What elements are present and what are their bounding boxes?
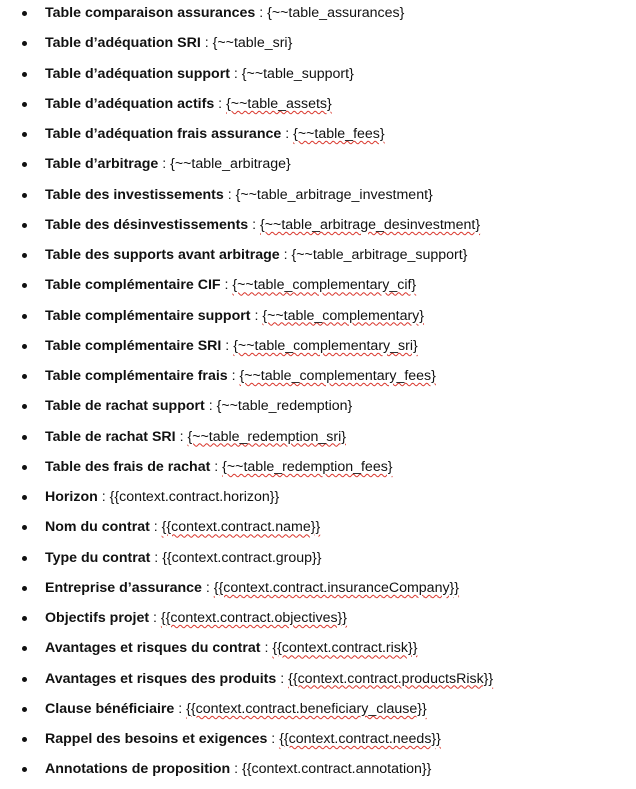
item-separator: : (248, 216, 261, 233)
item-placeholder-value[interactable]: {~~table_arbitrage_desinvestment} (260, 216, 481, 233)
item-label: Table de rachat SRI (45, 428, 176, 445)
bullet-icon (22, 193, 27, 198)
item-placeholder-value[interactable]: {{context.contract.group}} (162, 549, 322, 566)
list-item (0, 305, 636, 335)
item-label: Horizon (45, 489, 98, 505)
bullet-icon (22, 767, 27, 772)
item-placeholder-value[interactable]: {{context.contract.beneficiary_clause}} (186, 700, 427, 717)
item-label: Table d’adéquation support (45, 65, 230, 82)
item-label: Objectifs projet (45, 610, 150, 626)
item-placeholder-value[interactable]: {~~table_complementary_cif} (232, 277, 417, 294)
list-item (0, 32, 636, 62)
list-item (0, 577, 636, 607)
list-item (0, 93, 636, 123)
bullet-icon (22, 253, 27, 258)
item-placeholder-value[interactable]: {~~table_complementary_sri} (233, 337, 418, 354)
item-placeholder-value[interactable]: {{context.contract.risk}} (272, 640, 418, 657)
item-placeholder-value[interactable]: {{context.contract.productsRisk}} (288, 670, 494, 687)
item-separator: : (201, 579, 214, 596)
item-separator: : (149, 610, 161, 626)
item-separator: : (220, 277, 233, 294)
bullet-icon (22, 11, 27, 16)
list-item (0, 63, 636, 93)
item-separator: : (260, 640, 273, 657)
bullet-icon (22, 586, 27, 591)
item-placeholder-value[interactable]: {~~table_sri} (212, 35, 293, 52)
item-separator: : (230, 761, 243, 778)
list-item (0, 123, 636, 153)
bullet-icon (22, 314, 27, 319)
list-item (0, 668, 636, 698)
bullet-icon (22, 72, 27, 77)
item-label: Clause bénéficiaire (45, 700, 175, 717)
list-item (0, 698, 636, 728)
bullet-icon (22, 162, 27, 167)
bullet-icon (22, 132, 27, 137)
item-label: Entreprise d’assurance (45, 579, 202, 596)
item-separator: : (210, 458, 223, 475)
item-separator: : (174, 700, 187, 717)
item-separator: : (255, 5, 268, 21)
item-separator: : (250, 307, 263, 324)
item-separator: : (221, 337, 234, 354)
item-placeholder-value[interactable]: {~~table_arbitrage_investment} (235, 186, 433, 203)
item-placeholder-value[interactable]: {~~table_support} (241, 65, 354, 82)
bullet-icon (22, 677, 27, 682)
list-item (0, 365, 636, 395)
item-placeholder-value[interactable]: {~~table_complementary_fees} (239, 368, 436, 384)
item-separator: : (150, 549, 163, 566)
item-label: Type du contrat (45, 549, 151, 566)
item-label: Annotations de proposition (45, 761, 231, 778)
item-separator: : (200, 35, 213, 52)
list-item (0, 335, 636, 365)
item-label: Avantages et risques du contrat (45, 640, 261, 657)
item-placeholder-value[interactable]: {~~table_assets} (226, 95, 332, 112)
item-separator: : (204, 398, 217, 415)
bullet-icon (22, 556, 27, 561)
item-separator: : (276, 670, 289, 687)
bullet-icon (22, 41, 27, 46)
item-placeholder-value[interactable]: {{context.contract.name}} (161, 519, 321, 536)
item-label: Table d’adéquation SRI (45, 35, 201, 52)
item-placeholder-value[interactable]: {~~table_redemption} (216, 398, 353, 415)
item-separator: : (267, 731, 280, 747)
item-label: Table d’arbitrage (45, 156, 159, 173)
list-item (0, 516, 636, 546)
item-separator: : (279, 247, 292, 263)
item-placeholder-value[interactable]: {{context.contract.horizon}} (109, 489, 280, 505)
bullet-list (0, 2, 636, 789)
list-item (0, 244, 636, 274)
item-label: Avantages et risques des produits (45, 670, 277, 687)
bullet-icon (22, 646, 27, 651)
item-placeholder-value[interactable]: {~~table_redemption_sri} (187, 428, 346, 445)
list-item (0, 153, 636, 183)
item-label: Table complémentaire support (45, 307, 251, 324)
item-separator: : (227, 368, 240, 384)
bullet-icon (22, 283, 27, 288)
item-label: Table complémentaire SRI (45, 337, 222, 354)
bullet-icon (22, 495, 27, 500)
item-separator: : (175, 428, 188, 445)
item-label: Table de rachat support (45, 398, 205, 415)
bullet-icon (22, 404, 27, 409)
list-item (0, 426, 636, 456)
item-label: Nom du contrat (45, 519, 150, 536)
item-placeholder-value[interactable]: {~~table_redemption_fees} (222, 458, 393, 475)
item-separator: : (214, 95, 227, 112)
item-placeholder-value[interactable]: {~~table_assurances} (267, 5, 405, 21)
list-item (0, 547, 636, 577)
item-label: Table des investissements (45, 186, 224, 203)
list-item (0, 274, 636, 304)
item-label: Table d’adéquation actifs (45, 95, 215, 112)
item-placeholder-value[interactable]: {~~table_complementary} (262, 307, 425, 324)
list-item (0, 486, 636, 516)
item-label: Table complémentaire CIF (45, 277, 221, 294)
list-item (0, 395, 636, 425)
item-label: Table complémentaire frais (45, 368, 228, 384)
list-item (0, 637, 636, 667)
bullet-icon (22, 737, 27, 742)
item-label: Table des désinvestissements (45, 216, 249, 233)
bullet-icon (22, 616, 27, 621)
item-label: Table d’adéquation frais assurance (45, 126, 282, 142)
item-separator: : (149, 519, 162, 536)
item-placeholder-value[interactable]: {{context.contract.needs}} (279, 731, 441, 747)
item-placeholder-value[interactable]: {{context.contract.annotation}} (242, 761, 432, 778)
bullet-icon (22, 344, 27, 349)
item-label: Rappel des besoins et exigences (45, 731, 268, 747)
item-separator: : (158, 156, 171, 173)
list-item (0, 728, 636, 758)
bullet-icon (22, 707, 27, 712)
item-separator: : (97, 489, 110, 505)
item-label: Table comparaison assurances (45, 5, 256, 21)
item-label: Table des supports avant arbitrage (45, 247, 280, 263)
list-item (0, 607, 636, 637)
item-separator: : (229, 65, 242, 82)
bullet-icon (22, 223, 27, 228)
bullet-icon (22, 374, 27, 379)
item-placeholder-value[interactable]: {{context.contract.insuranceCompany}} (213, 579, 460, 596)
bullet-icon (22, 465, 27, 470)
item-label: Table des frais de rachat (45, 458, 211, 475)
item-placeholder-value[interactable]: {~~table_arbitrage} (170, 156, 291, 173)
bullet-icon (22, 102, 27, 107)
bullet-icon (22, 525, 27, 530)
list-item (0, 2, 636, 32)
list-item (0, 184, 636, 214)
bullet-icon (22, 435, 27, 440)
item-placeholder-value[interactable]: {~~table_fees} (293, 126, 385, 142)
item-separator: : (281, 126, 294, 142)
item-separator: : (223, 186, 236, 203)
list-item (0, 456, 636, 486)
item-placeholder-value[interactable]: {~~table_arbitrage_support} (291, 247, 468, 263)
item-placeholder-value[interactable]: {{context.contract.objectives}} (160, 610, 348, 626)
list-item (0, 214, 636, 244)
